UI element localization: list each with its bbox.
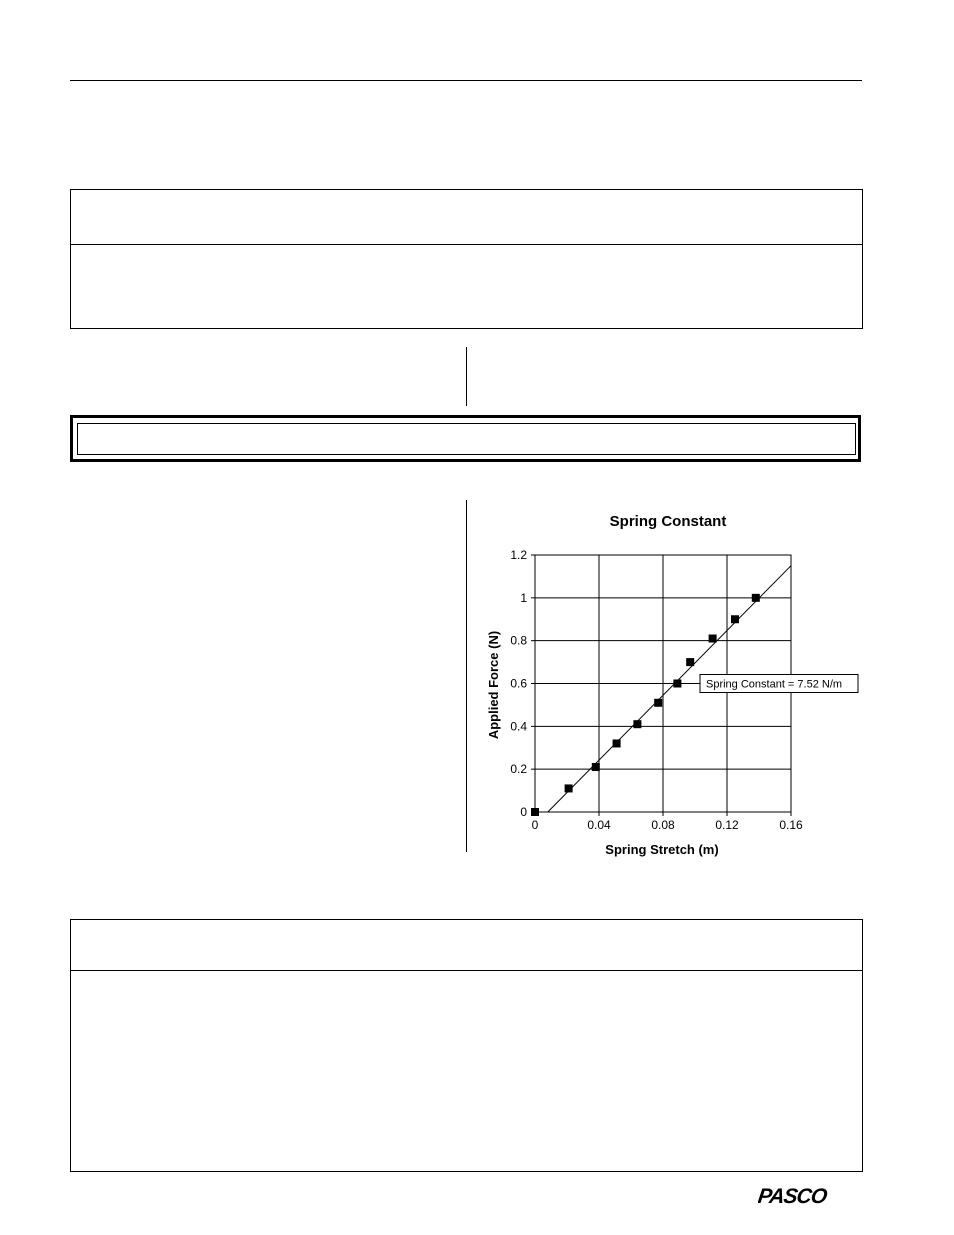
spring-constant-chart bbox=[480, 505, 860, 865]
data-point bbox=[752, 594, 760, 602]
header-rule bbox=[70, 80, 862, 81]
section-banner-inner bbox=[77, 423, 856, 455]
x-tick-label: 0.12 bbox=[715, 818, 739, 832]
data-point bbox=[709, 635, 717, 643]
x-tick-label: 0.04 bbox=[587, 818, 611, 832]
data-point bbox=[565, 784, 573, 792]
y-tick-label: 0.4 bbox=[510, 719, 527, 734]
data-point bbox=[731, 615, 739, 623]
info-box-bottom-divider bbox=[70, 970, 862, 971]
data-point bbox=[613, 739, 621, 747]
pasco-logo-text: PASCO bbox=[758, 1185, 828, 1207]
x-tick-label: 0.16 bbox=[779, 818, 803, 832]
info-box-bottom bbox=[70, 919, 863, 1172]
info-box-top bbox=[70, 189, 863, 329]
data-point bbox=[592, 763, 600, 771]
column-divider-middle bbox=[466, 500, 467, 852]
chart-svg bbox=[480, 505, 860, 865]
annotation-label: Spring Constant = 7.52 N/m bbox=[706, 678, 843, 691]
data-point bbox=[673, 680, 681, 688]
chart-title: Spring Constant bbox=[609, 513, 727, 530]
data-point bbox=[531, 808, 539, 816]
column-divider-top bbox=[466, 347, 467, 406]
y-axis-label: Applied Force (N) bbox=[486, 630, 501, 740]
x-tick-label: 0.08 bbox=[651, 818, 675, 832]
y-tick-label: 1 bbox=[520, 590, 527, 605]
y-tick-label: 0 bbox=[520, 805, 527, 819]
pasco-logo bbox=[758, 1183, 850, 1207]
data-point bbox=[686, 658, 694, 666]
pasco-logo-icon bbox=[758, 1183, 850, 1207]
y-tick-label: 0.8 bbox=[510, 633, 527, 648]
x-axis-label: Spring Stretch (m) bbox=[605, 842, 719, 857]
y-tick-label: 0.2 bbox=[510, 762, 527, 777]
y-tick-label: 1.2 bbox=[510, 548, 527, 562]
data-point bbox=[654, 699, 662, 707]
info-box-top-divider bbox=[70, 244, 862, 245]
y-tick-label: 0.6 bbox=[510, 676, 527, 691]
x-tick-label: 0 bbox=[531, 818, 539, 832]
data-point bbox=[633, 720, 641, 728]
